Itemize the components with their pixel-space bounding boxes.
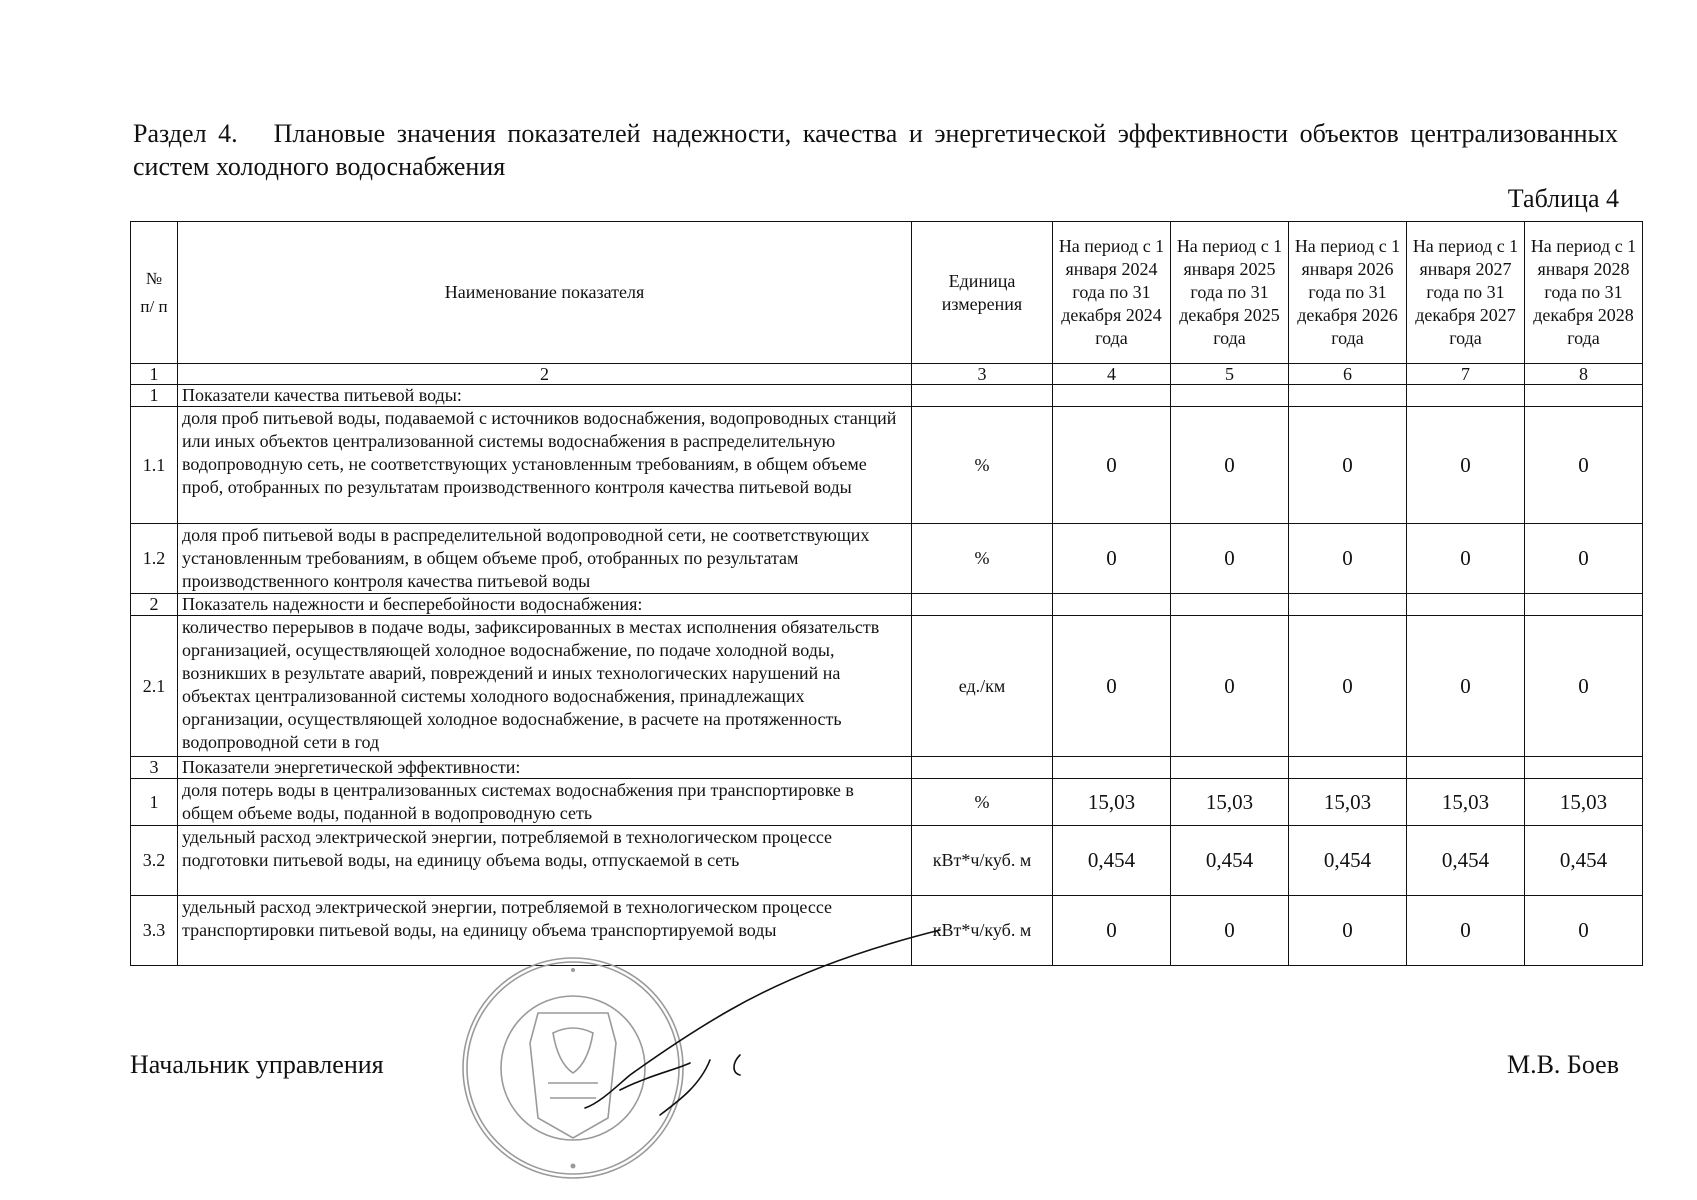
header-name: Наименование показателя [178, 222, 912, 364]
row-num: 3 [131, 757, 178, 779]
table-row-section-2 [131, 594, 1643, 616]
row-unit: % [912, 779, 1053, 826]
table-header-row [131, 222, 1643, 364]
header-num: № п/ п [131, 222, 178, 364]
row-value: 0 [1525, 407, 1643, 524]
row-num: 2 [131, 594, 178, 616]
row-name: количество перерывов в подаче воды, зафиксированных в местах исполнения обязательств организацией, осуществляющей холодное водоснабжение, по подаче холодной воды, возникших в результате аварий, повреждений и иных технологических нарушений на объектах централизованной системы холодного водоснабжения, принадлежащих организации, осуществляющей холодное водоснабжение, в расчете на протяженность водопроводной сети в год [178, 616, 912, 757]
header-period-2027: На период с 1 января 2027 года по 31 декабря 2027 года [1407, 222, 1525, 364]
table-row-section-1 [131, 385, 1643, 407]
row-value: 0 [1171, 524, 1289, 594]
column-index-row [131, 364, 1643, 385]
row-value: 0 [1289, 896, 1407, 966]
section-title: Плановые значения показателей надежности, качества и энергетической эффективности объектов централизованных систем холодного водоснабжения [133, 119, 1618, 181]
row-value: 0 [1407, 616, 1525, 757]
col-index: 3 [912, 364, 1053, 385]
table-row-3-1 [131, 779, 1643, 826]
row-value: 0 [1171, 616, 1289, 757]
row-value: 15,03 [1525, 779, 1643, 826]
header-period-2026: На период с 1 января 2026 года по 31 декабря 2026 года [1289, 222, 1407, 364]
row-value: 0 [1289, 616, 1407, 757]
row-value: 0 [1525, 616, 1643, 757]
row-value: 0,454 [1289, 826, 1407, 896]
row-name: Показатель надежности и бесперебойности водоснабжения: [178, 594, 912, 616]
row-value: 0 [1053, 524, 1171, 594]
header-period-2024: На период с 1 января 2024 года по 31 декабря 2024 года [1053, 222, 1171, 364]
row-name: доля проб питьевой воды, подаваемой с источников водоснабжения, водопроводных станций или иных объектов централизованной системы водоснабжения в распределительную водопроводную сеть, не соответствующих установленным требованиям, в общем объеме проб, отобранных по результатам производственного контроля качества питьевой воды [178, 407, 912, 524]
indicators-table [130, 221, 1643, 966]
table-row-1-1 [131, 407, 1643, 524]
row-value: 0 [1289, 407, 1407, 524]
section-heading [133, 117, 1618, 183]
row-value: 0,454 [1171, 826, 1289, 896]
row-num: 3.3 [131, 896, 178, 966]
row-value: 0 [1053, 616, 1171, 757]
row-num: 3.2 [131, 826, 178, 896]
row-value: 0 [1525, 524, 1643, 594]
row-value: 0 [1407, 524, 1525, 594]
table-label: Таблица 4 [1507, 184, 1619, 213]
row-name: доля проб питьевой воды в распределительной водопроводной сети, не соответствующих установленным требованиям, в общем объеме проб, отобранных по результатам производственного контроля качества питьевой воды [178, 524, 912, 594]
col-index: 6 [1289, 364, 1407, 385]
row-value: 0 [1171, 896, 1289, 966]
row-unit: % [912, 524, 1053, 594]
row-value: 15,03 [1171, 779, 1289, 826]
row-value: 0,454 [1053, 826, 1171, 896]
col-index: 2 [178, 364, 912, 385]
row-value: 0 [1053, 896, 1171, 966]
section-number: Раздел 4. [133, 119, 238, 148]
row-value: 15,03 [1053, 779, 1171, 826]
row-value: 0 [1171, 407, 1289, 524]
row-name: доля потерь воды в централизованных системах водоснабжения при транспортировке в общем объеме воды, поданной в водопроводную сеть [178, 779, 912, 826]
row-num: 1 [131, 385, 178, 407]
header-period-2025: На период с 1 января 2025 года по 31 декабря 2025 года [1171, 222, 1289, 364]
row-value: 15,03 [1289, 779, 1407, 826]
table-row-2-1 [131, 616, 1643, 757]
col-index: 8 [1525, 364, 1643, 385]
row-value: 0 [1289, 524, 1407, 594]
row-num: 1.2 [131, 524, 178, 594]
col-index: 7 [1407, 364, 1525, 385]
row-value: 0 [1053, 407, 1171, 524]
row-name: удельный расход электрической энергии, потребляемой в технологическом процессе подготовки питьевой воды, на единицу объема воды, отпускаемой в сеть [178, 826, 912, 896]
row-value: 0 [1407, 407, 1525, 524]
row-value: 0 [1407, 896, 1525, 966]
col-index: 5 [1171, 364, 1289, 385]
signatory-position: Начальник управления [130, 1050, 384, 1079]
row-value: 0,454 [1525, 826, 1643, 896]
row-num: 2.1 [131, 616, 178, 757]
row-unit: кВт*ч/куб. м [912, 896, 1053, 966]
row-name: удельный расход электрической энергии, потребляемой в технологическом процессе транспортировки питьевой воды, на единицу объема транспортируемой воды [178, 896, 912, 966]
row-unit: % [912, 407, 1053, 524]
signatory-name: М.В. Боев [1506, 1050, 1619, 1079]
row-name: Показатели энергетической эффективности: [178, 757, 912, 779]
col-index: 1 [131, 364, 178, 385]
row-num: 1.1 [131, 407, 178, 524]
table-row-section-3 [131, 757, 1643, 779]
header-period-2028: На период с 1 января 2028 года по 31 декабря 2028 года [1525, 222, 1643, 364]
col-index: 4 [1053, 364, 1171, 385]
table-row-3-2 [131, 826, 1643, 896]
table-row-3-3 [131, 896, 1643, 966]
row-unit: кВт*ч/куб. м [912, 826, 1053, 896]
row-name: Показатели качества питьевой воды: [178, 385, 912, 407]
official-seal-icon [458, 953, 688, 1183]
row-value: 0,454 [1407, 826, 1525, 896]
row-value: 0 [1525, 896, 1643, 966]
table-row-1-2 [131, 524, 1643, 594]
row-unit: ед./км [912, 616, 1053, 757]
header-unit: Единица измерения [912, 222, 1053, 364]
row-num: 1 [131, 779, 178, 826]
row-value: 15,03 [1407, 779, 1525, 826]
